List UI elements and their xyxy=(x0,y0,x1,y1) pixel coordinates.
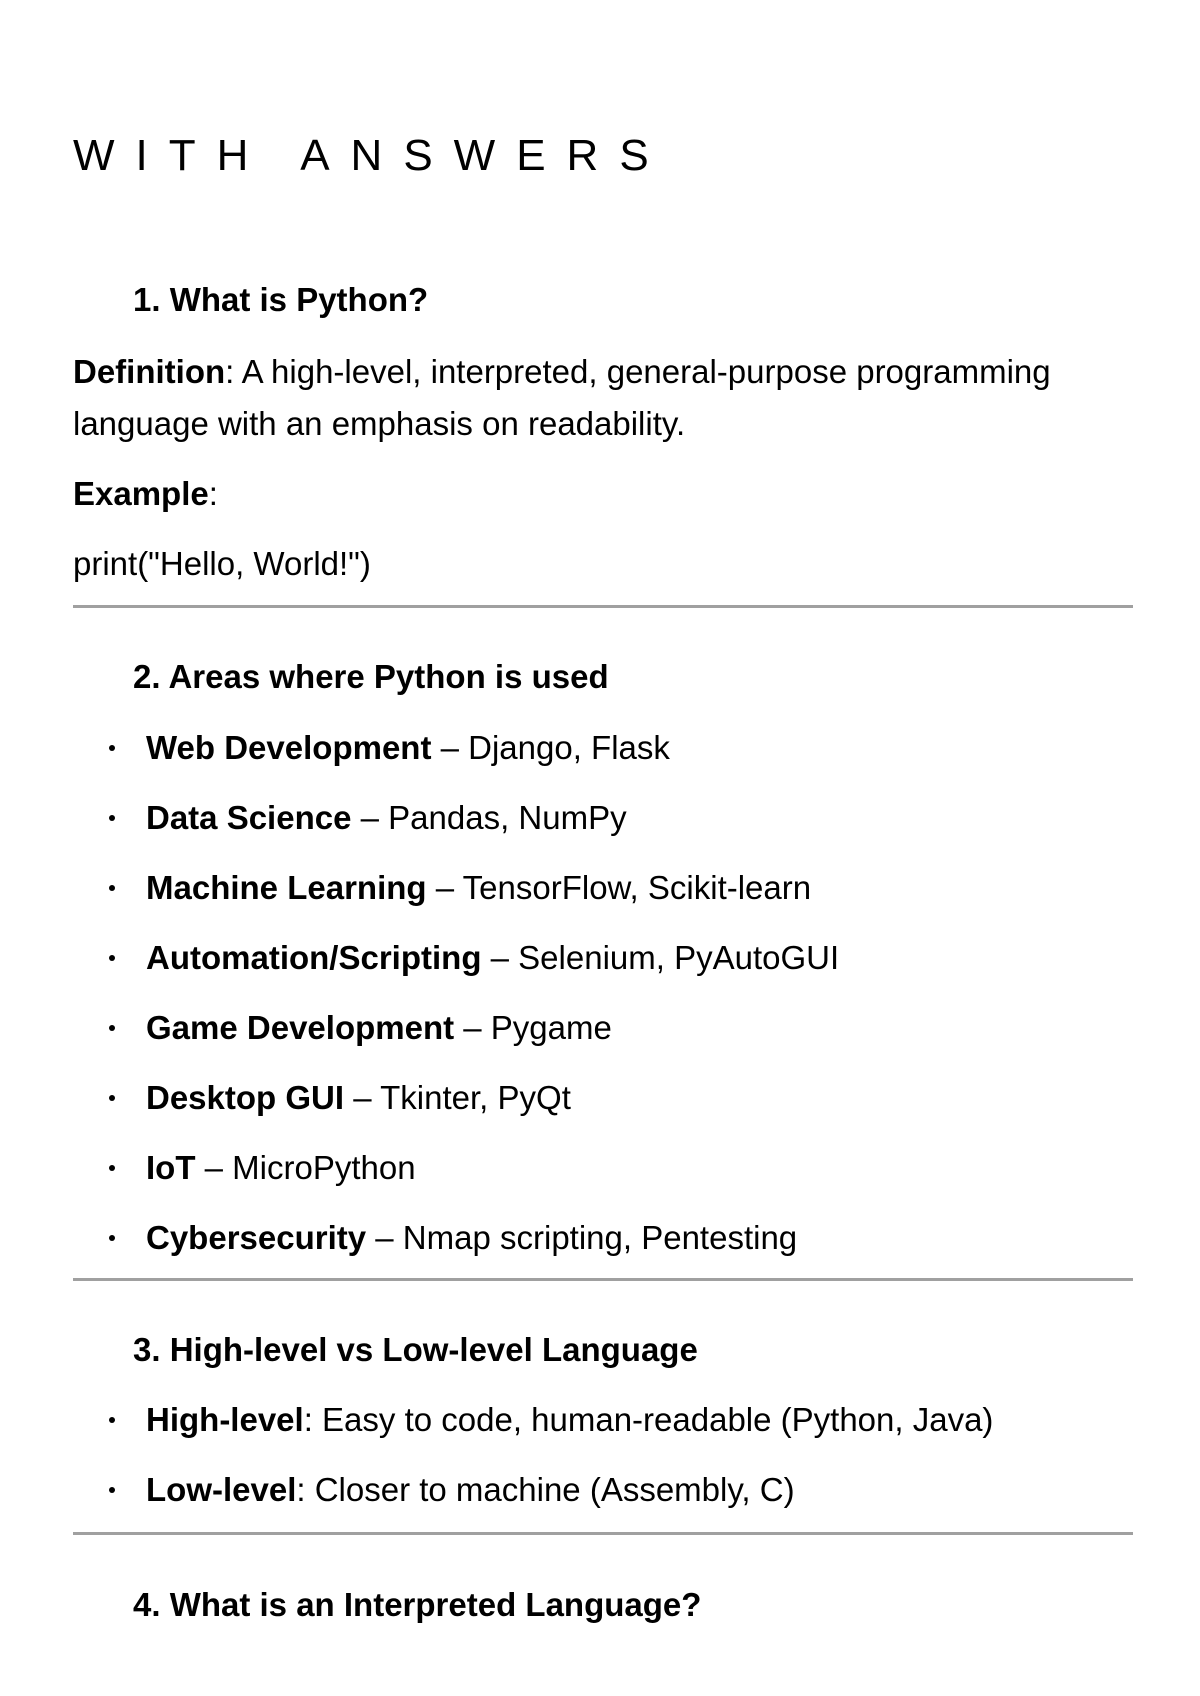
item-term: Desktop GUI xyxy=(146,1079,345,1116)
bullet-icon xyxy=(109,955,115,961)
section-divider xyxy=(73,1532,1133,1535)
item-term: Web Development xyxy=(146,729,432,766)
example-suffix: : xyxy=(208,475,218,512)
item-term: High-level xyxy=(146,1401,304,1438)
bullet-icon xyxy=(109,815,115,821)
item-description: – Pygame xyxy=(454,1009,612,1046)
document-title: WITH ANSWERS xyxy=(73,131,670,180)
item-term: Data Science xyxy=(146,799,352,836)
item-description: – TensorFlow, Scikit-learn xyxy=(426,869,812,906)
bullet-icon xyxy=(109,1025,115,1031)
item-term: Machine Learning xyxy=(146,869,427,906)
item-description: – Nmap scripting, Pentesting xyxy=(366,1219,798,1256)
section-1-heading: 1. What is Python? xyxy=(133,281,429,318)
item-description: – Django, Flask xyxy=(431,729,670,766)
bullet-icon xyxy=(109,885,115,891)
section-1-definition xyxy=(73,346,1133,450)
section-1-example-code: print("Hello, World!") xyxy=(73,545,371,582)
item-description: – Pandas, NumPy xyxy=(351,799,627,836)
item-description: – Selenium, PyAutoGUI xyxy=(481,939,840,976)
bullet-icon xyxy=(109,1095,115,1101)
example-label: Example xyxy=(73,475,209,512)
item-description: – MicroPython xyxy=(195,1149,416,1186)
section-divider xyxy=(73,1278,1133,1281)
bullet-icon xyxy=(109,1235,115,1241)
item-term: Automation/Scripting xyxy=(146,939,482,976)
bullet-icon xyxy=(109,1165,115,1171)
section-3-heading: 3. High-level vs Low-level Language xyxy=(133,1331,698,1368)
item-description: – Tkinter, PyQt xyxy=(344,1079,571,1116)
item-term: Cybersecurity xyxy=(146,1219,367,1256)
bullet-icon xyxy=(109,1487,115,1493)
definition-label: Definition xyxy=(73,353,226,390)
bullet-icon xyxy=(109,745,115,751)
section-4-heading: 4. What is an Interpreted Language? xyxy=(133,1586,702,1623)
section-divider xyxy=(73,605,1133,608)
section-1-example-label xyxy=(73,468,1133,520)
item-description: : Easy to code, human-readable (Python, Java) xyxy=(303,1401,994,1438)
item-term: Low-level xyxy=(146,1471,297,1508)
item-term: IoT xyxy=(146,1149,196,1186)
definition-text: : A high-level, interpreted, general-purpose programming language with an emphasis on readability. xyxy=(73,353,1051,442)
section-2-heading: 2. Areas where Python is used xyxy=(133,658,609,695)
item-term: Game Development xyxy=(146,1009,455,1046)
bullet-icon xyxy=(109,1417,115,1423)
item-description: : Closer to machine (Assembly, C) xyxy=(296,1471,795,1508)
